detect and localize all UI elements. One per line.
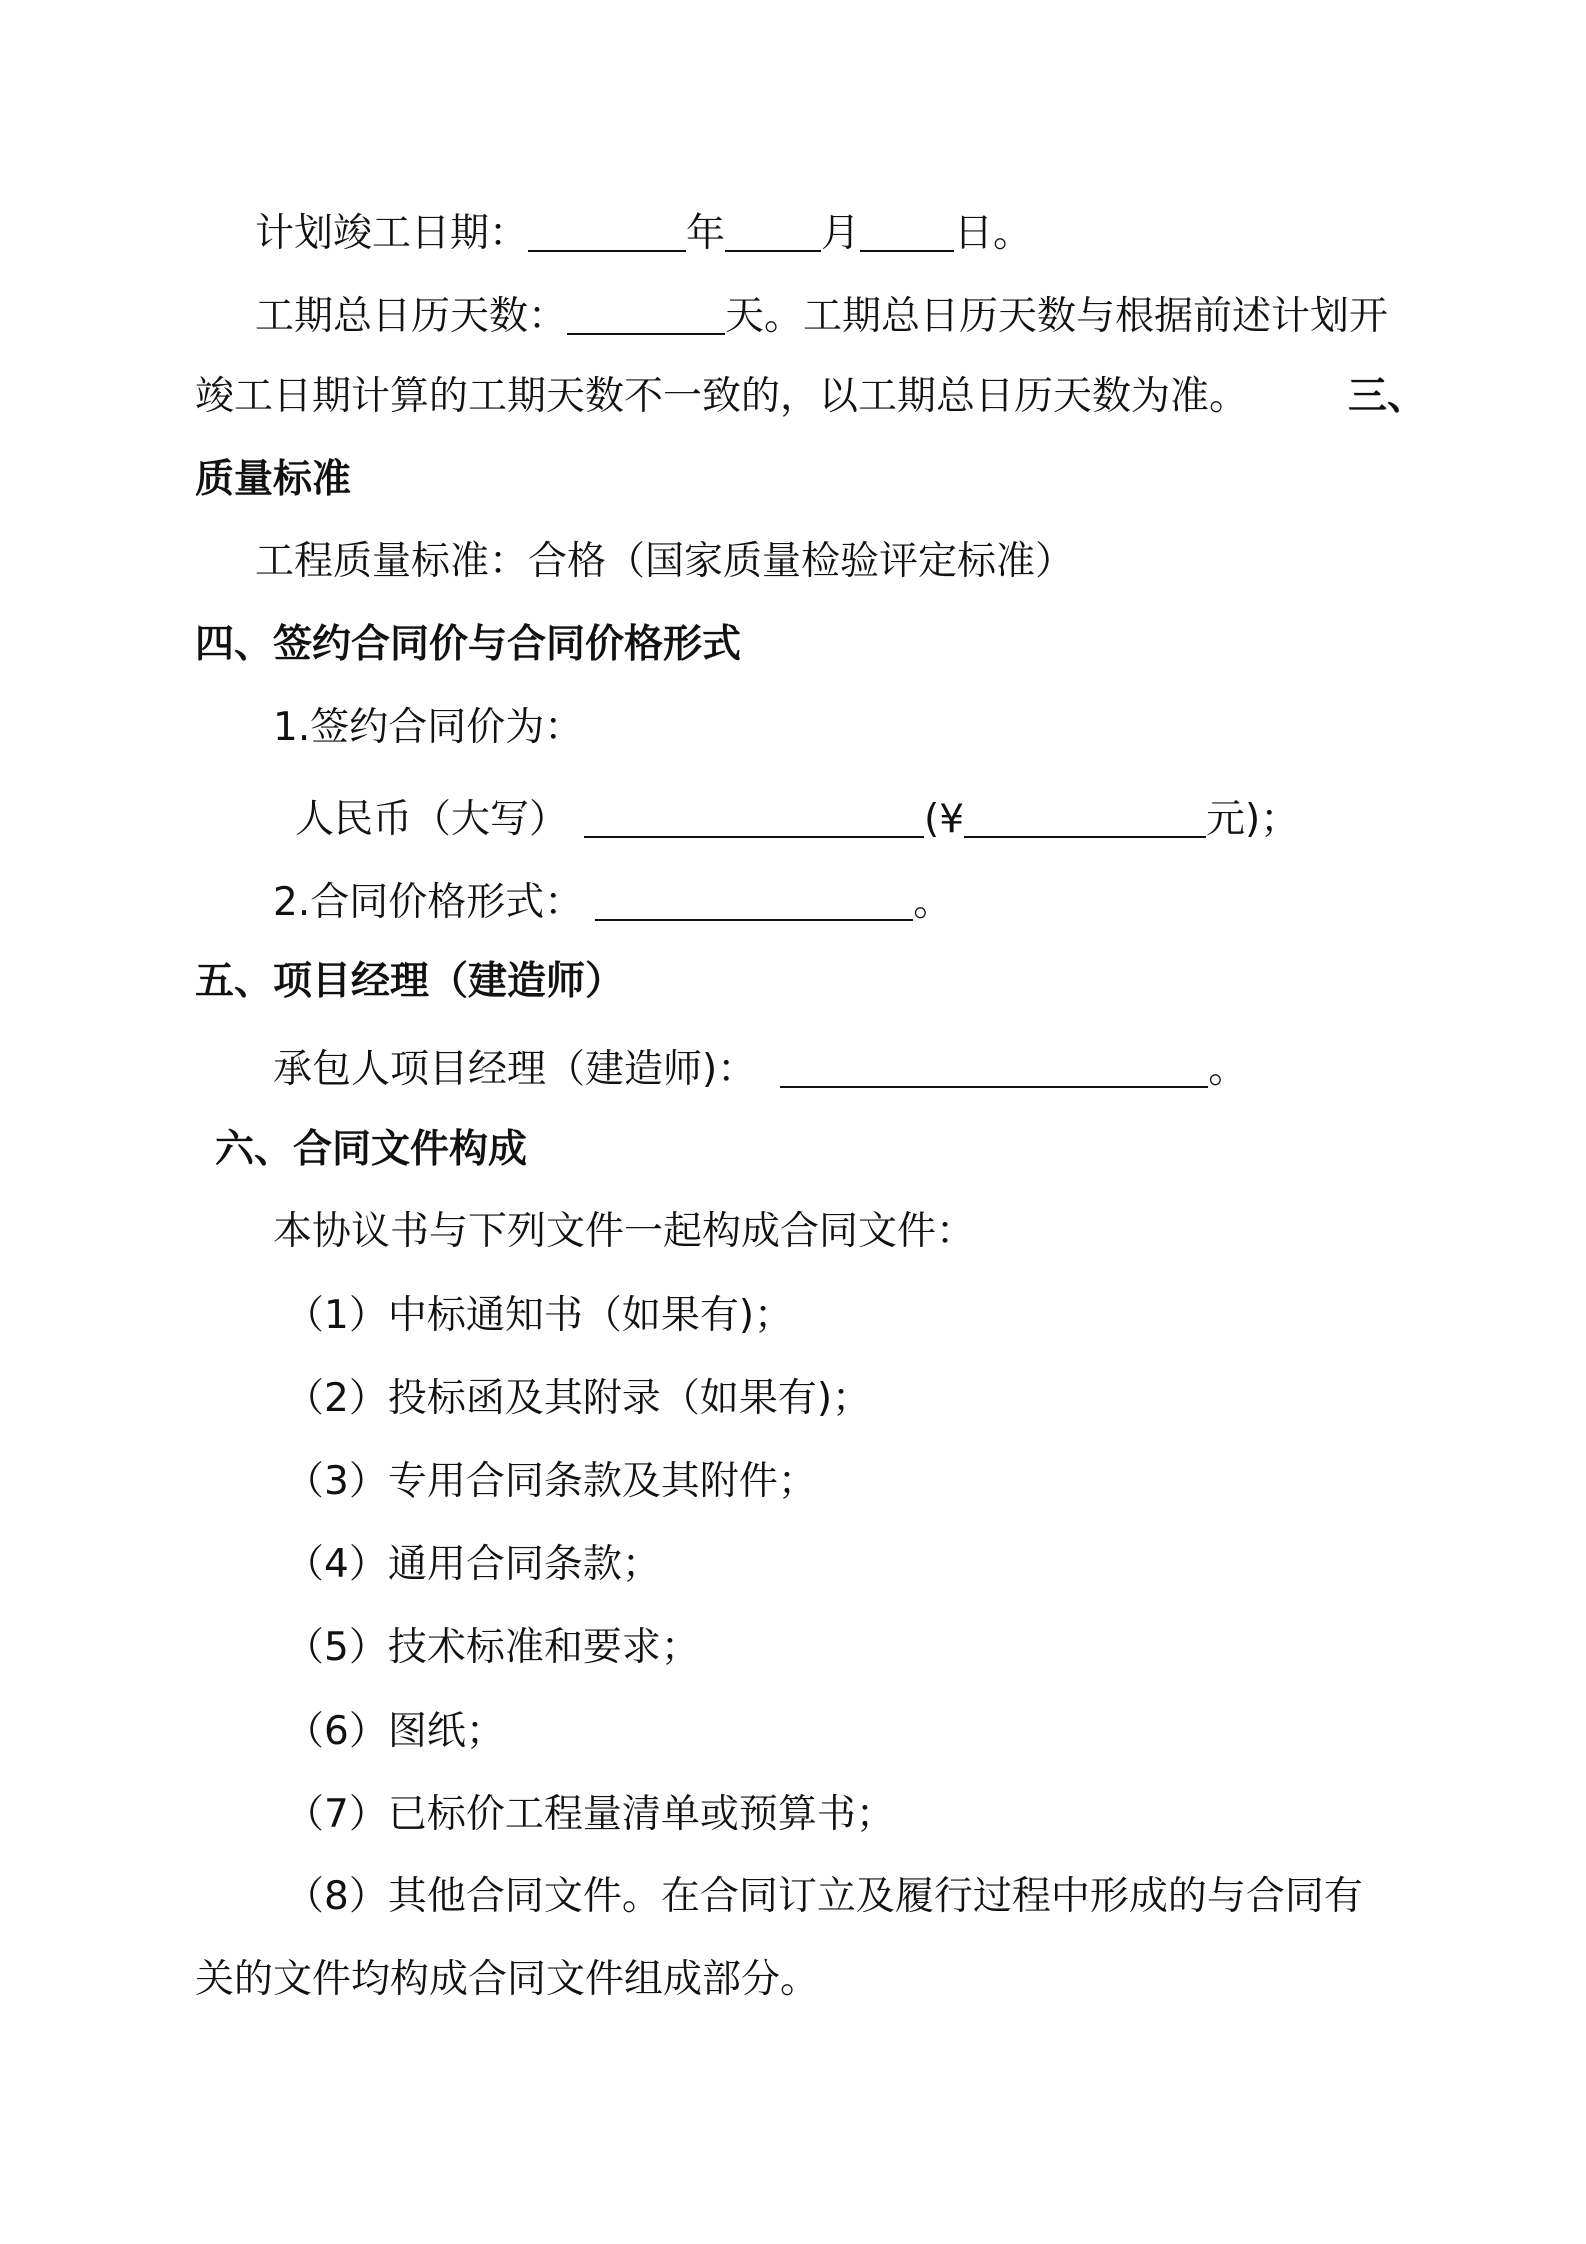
rmb-label: 人民币（大写） bbox=[295, 797, 569, 842]
project-manager-end: 。 bbox=[1208, 1047, 1248, 1092]
list-item: （2）投标函及其附录（如果有)； bbox=[285, 1376, 872, 1421]
duration-text-2: 竣工日期计算的工期天数不一致的，以工期总日历天数为准。 bbox=[195, 374, 1249, 419]
contract-price-label: 1.签约合同价为： bbox=[273, 705, 584, 750]
completion-date-line bbox=[255, 207, 1032, 261]
duration-label: 工期总日历天数： bbox=[255, 294, 568, 339]
list-item: （1）中标通知书（如果有)； bbox=[285, 1293, 794, 1338]
list-item-continuation: 关的文件均构成合同文件组成部分。 bbox=[195, 1957, 820, 2002]
section-3-number: 三、 bbox=[1348, 374, 1427, 419]
list-item: （6）图纸； bbox=[285, 1709, 505, 1754]
section-3-title: 质量标准 bbox=[195, 457, 352, 502]
yuan-close: 元)； bbox=[1206, 797, 1300, 842]
price-form-label: 2.合同价格形式： bbox=[273, 880, 584, 925]
list-item: （5）技术标准和要求； bbox=[285, 1625, 700, 1670]
duration-blank bbox=[567, 293, 725, 335]
list-item: （4）通用合同条款； bbox=[285, 1542, 661, 1587]
rmb-line bbox=[295, 793, 1299, 847]
day-blank bbox=[860, 210, 954, 252]
list-item: （8）其他合同文件。在合同订立及履行过程中形成的与合同有 bbox=[285, 1874, 1363, 1919]
section-6-title: 六、合同文件构成 bbox=[215, 1127, 528, 1172]
yen-amount-blank bbox=[964, 796, 1206, 838]
month-text: 月 bbox=[821, 211, 861, 256]
year-text: 年 bbox=[686, 211, 726, 256]
year-blank bbox=[528, 210, 686, 252]
project-manager-line bbox=[273, 1043, 1247, 1097]
duration-text: 天。工期总日历天数与根据前述计划开 bbox=[725, 294, 1389, 339]
yen-open: (¥ bbox=[924, 797, 965, 842]
quality-standard-text: 工程质量标准：合格（国家质量检验评定标准） bbox=[255, 539, 1075, 584]
section-4-title: 四、签约合同价与合同价格形式 bbox=[195, 622, 742, 667]
price-form-blank bbox=[595, 879, 913, 921]
list-item: （7）已标价工程量清单或预算书； bbox=[285, 1792, 895, 1837]
section-6-intro: 本协议书与下列文件一起构成合同文件： bbox=[273, 1209, 976, 1254]
project-manager-label: 承包人项目经理（建造师)： bbox=[273, 1047, 757, 1092]
duration-line-2 bbox=[195, 370, 1248, 424]
completion-date-label: 计划竣工日期： bbox=[255, 211, 529, 256]
price-form-line bbox=[273, 876, 952, 930]
price-form-end: 。 bbox=[913, 880, 953, 925]
duration-line bbox=[255, 290, 1388, 344]
month-blank bbox=[725, 210, 821, 252]
list-item: （3）专用合同条款及其附件； bbox=[285, 1459, 817, 1504]
project-manager-blank bbox=[780, 1046, 1208, 1088]
rmb-amount-blank bbox=[584, 796, 924, 838]
day-text: 日。 bbox=[954, 211, 1033, 256]
section-5-title: 五、项目经理（建造师） bbox=[195, 959, 625, 1004]
